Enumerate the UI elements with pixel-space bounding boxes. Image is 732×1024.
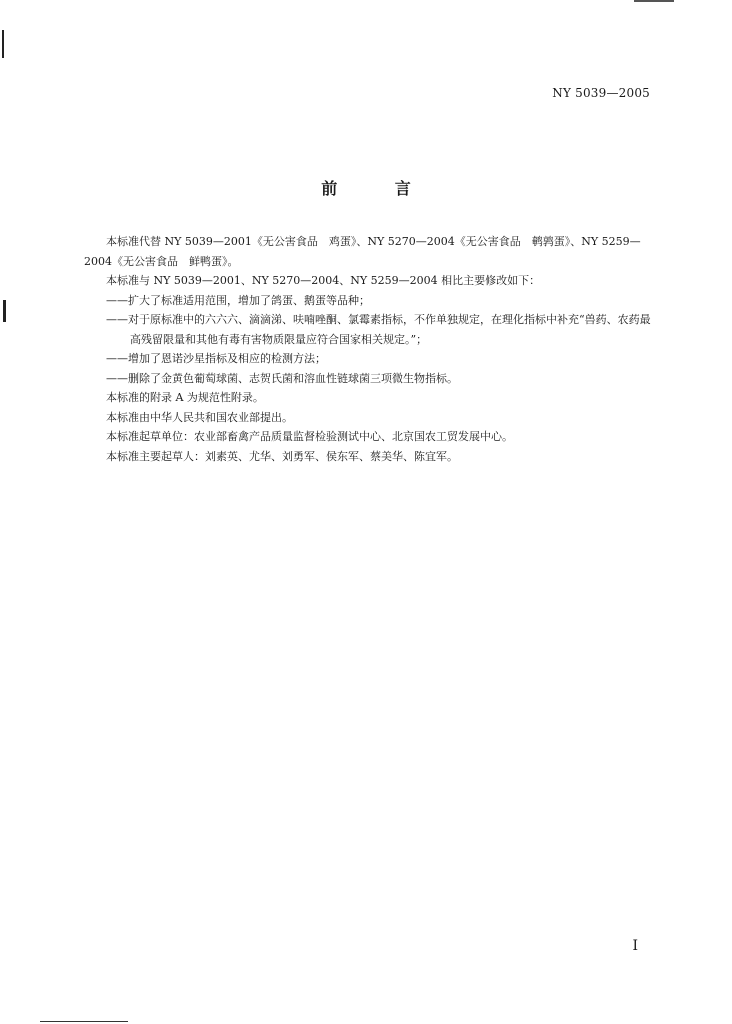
paragraph-appendix: 本标准的附录 A 为规范性附录。: [106, 391, 264, 404]
body-text: [84, 232, 656, 466]
change-item: ——删除了金黄色葡萄球菌、志贺氏菌和溶血性链球菌三项微生物指标。: [106, 371, 458, 385]
paragraph-proposer: 本标准由中华人民共和国农业部提出。: [106, 410, 293, 424]
top-edge-rule: [634, 0, 674, 2]
change-item: ——对于原标准中的六六六、滴滴涕、呋喃唑酮、氯霉素指标，不作单独规定，在理化指标中补充“兽药、农药最高残留限量和其他有毒有害物质限量应符合国家相关规定。”；: [106, 313, 651, 346]
scan-mark-left-2: [3, 300, 6, 322]
change-item: ——增加了恩诺沙星指标及相应的检测方法；: [106, 352, 326, 365]
page-number: I: [632, 938, 638, 954]
paragraph-drafters: 本标准主要起草人：刘素英、尤华、刘勇军、侯东军、蔡美华、陈宜军。: [106, 449, 458, 463]
standard-code: NY 5039—2005: [552, 86, 650, 100]
change-item: ——扩大了标准适用范围，增加了鸽蛋、鹅蛋等品种；: [106, 293, 370, 307]
paragraph-drafting-units: 本标准起草单位：农业部畜禽产品质量监督检验测试中心、北京国农工贸发展中心。: [106, 430, 513, 443]
paragraph-replaces: 本标准代替 NY 5039—2001《无公害食品 鸡蛋》、NY 5270—2004《无公害食品 鹌鹑蛋》、NY 5259—2004《无公害食品 鲜鸭蛋》。: [84, 235, 641, 268]
page-title: 前 言: [321, 179, 437, 198]
scan-mark-left-1: [2, 30, 4, 58]
footer-rule: [40, 1021, 128, 1022]
paragraph-changes-intro: 本标准与 NY 5039—2001、NY 5270—2004、NY 5259—2004 相比主要修改如下：: [106, 274, 541, 287]
